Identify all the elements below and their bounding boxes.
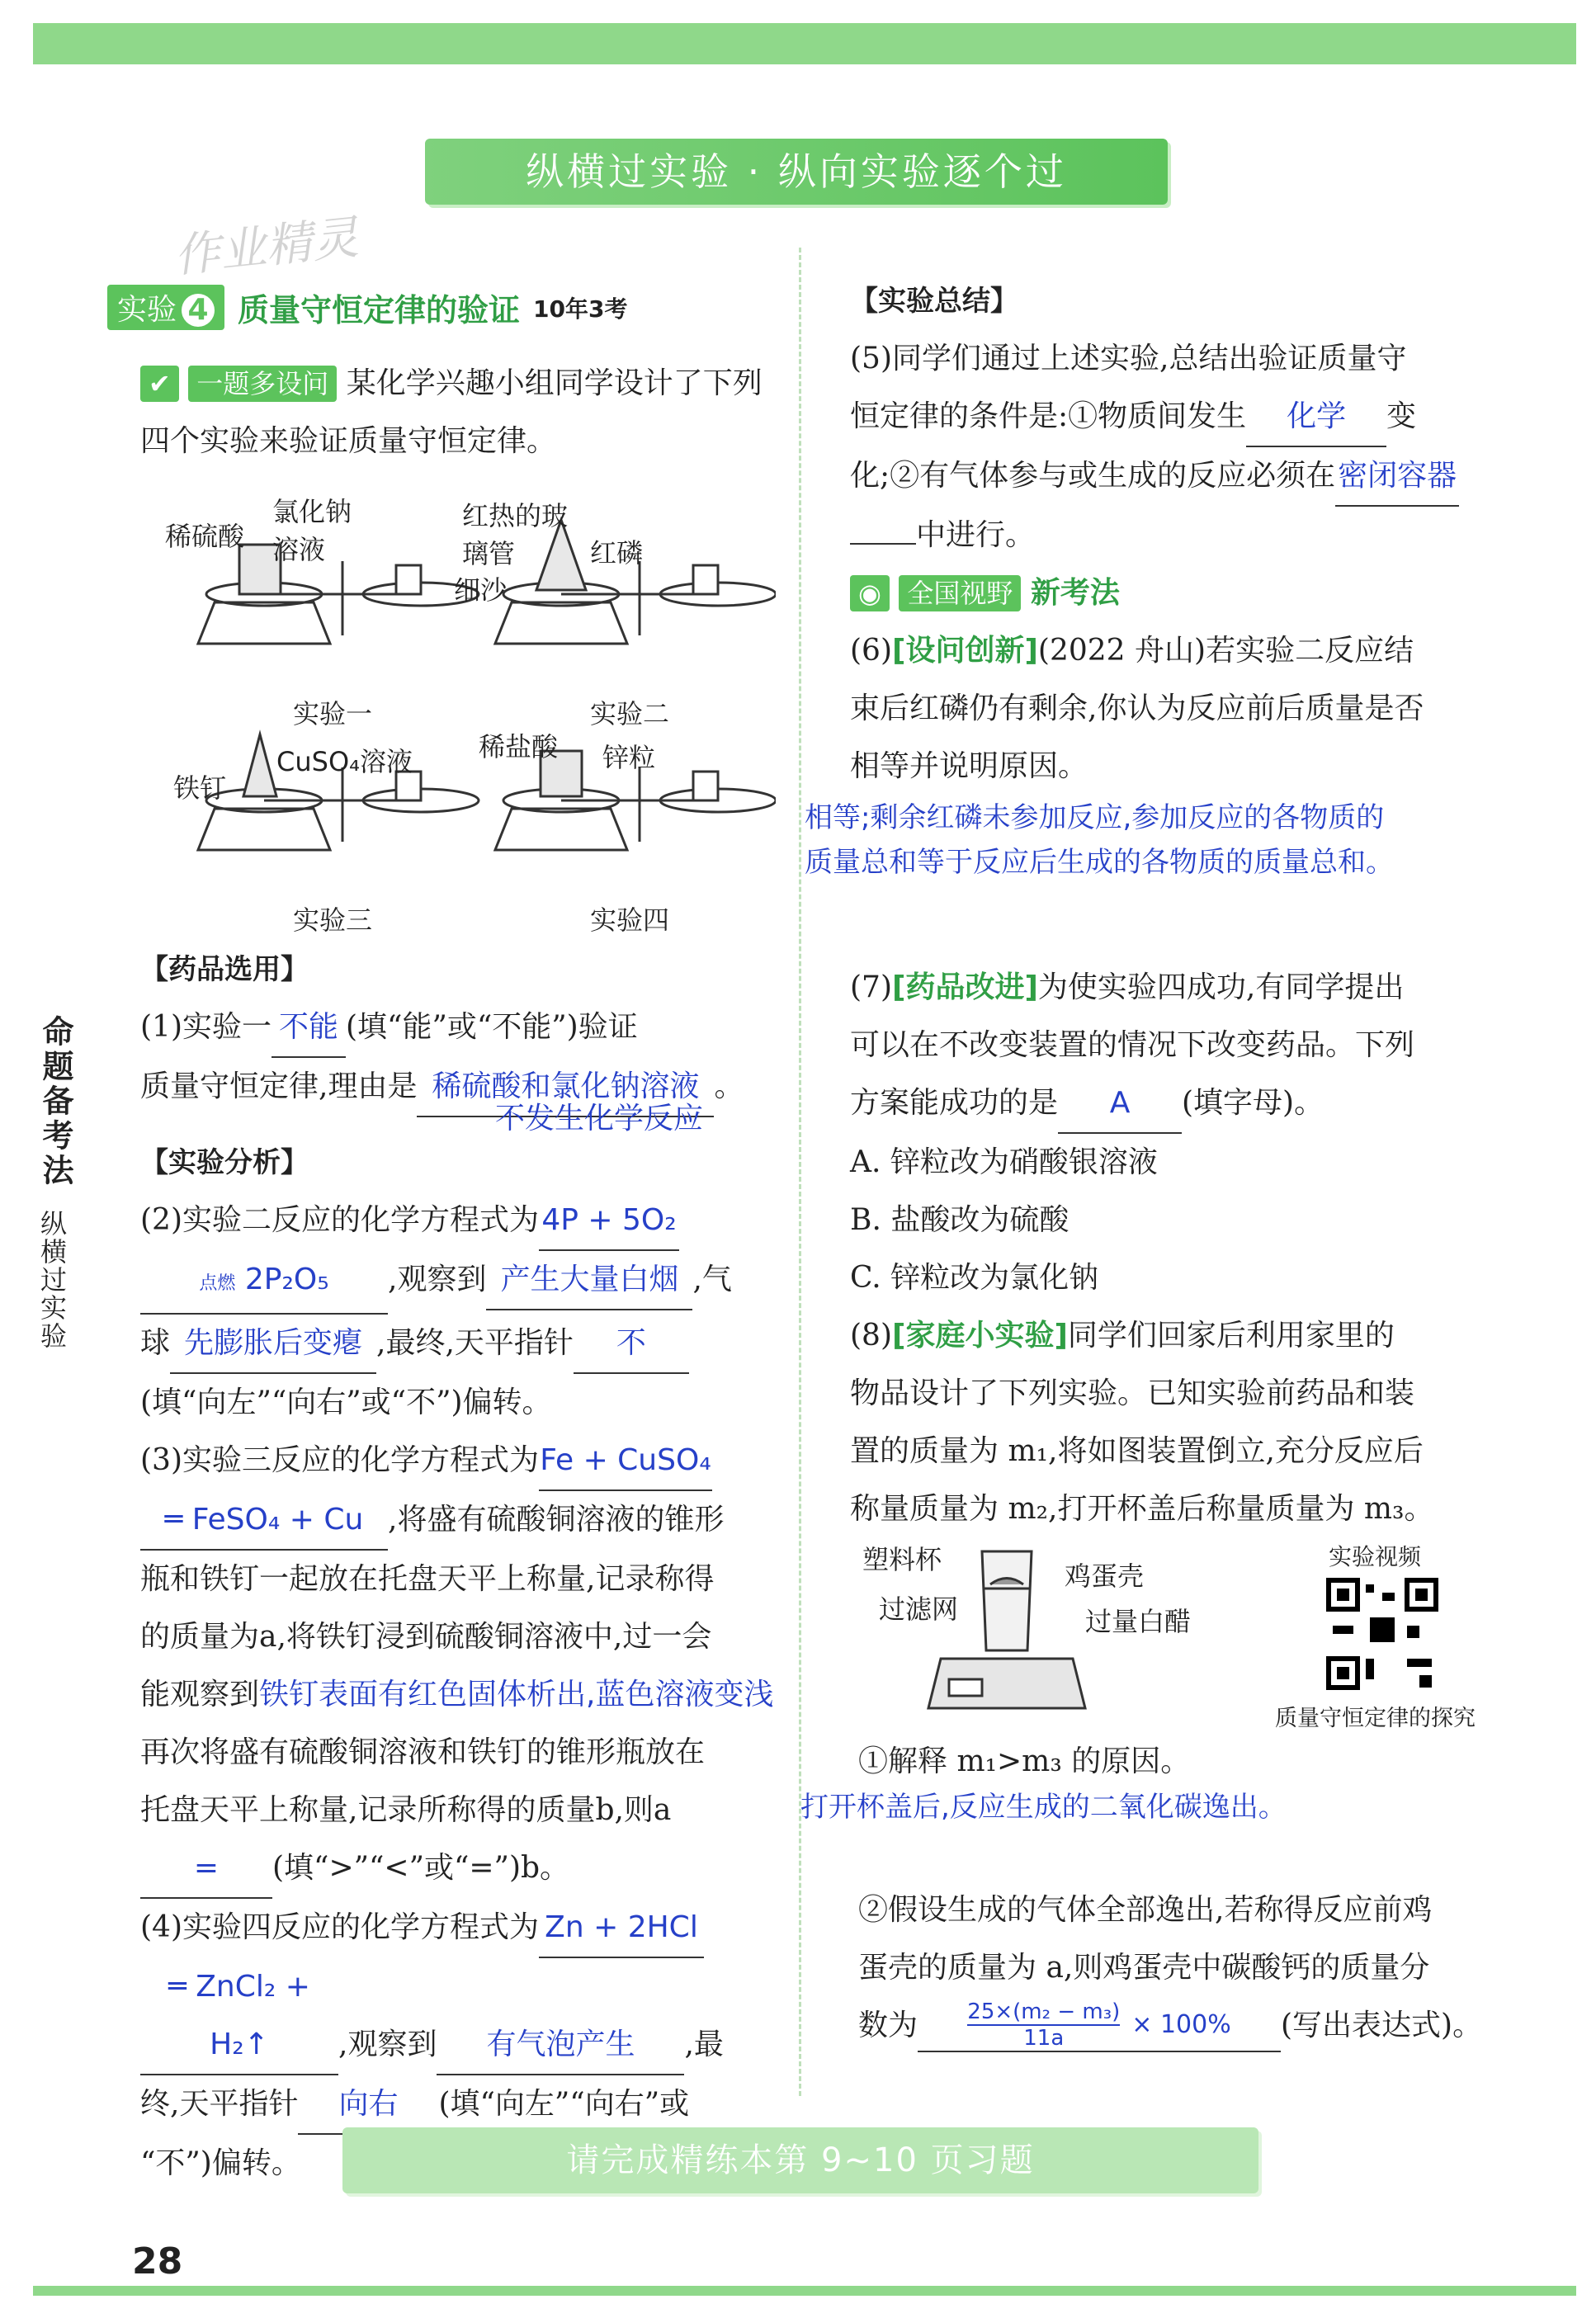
- practice-link-banner[interactable]: [342, 2127, 1258, 2193]
- label-exp4: 实验四: [590, 904, 670, 936]
- q4-line1: (4)实验四反应的化学方程式为 Zn + 2HCl: [140, 1899, 784, 1958]
- q5-line1: (5)同学们通过上述实验,总结出验证质量守: [850, 342, 1407, 375]
- label-iron-nail: 铁钉: [173, 772, 227, 804]
- side-tab-title: 命题备考法: [37, 1015, 73, 1188]
- top-color-bar: [33, 23, 1576, 64]
- new-method-label: 新考法: [1030, 576, 1120, 610]
- bottom-color-bar: [33, 2286, 1576, 2296]
- q2-line3: 球 先膨胀后变瘪 ,最终,天平指针 不: [140, 1315, 784, 1374]
- q5-answer1: 化学: [1246, 388, 1386, 447]
- q8-2-line1: ②假设生成的气体全部逸出,若称得反应前鸡: [858, 1893, 1433, 1927]
- left-column-questions: [140, 941, 784, 2193]
- q3-compare: =: [140, 1839, 272, 1899]
- practice-link-text: 请完成精练本第 9~10 页习题: [566, 2141, 1035, 2179]
- q8-line4: 称量质量为 m₂,打开杯盖后称量质量为 m₃。: [850, 1492, 1434, 1526]
- q4-pointer: 向右: [298, 2075, 438, 2135]
- q6-tag: [设问创新]: [892, 634, 1038, 668]
- q8-1-text: ①解释 m₁>m₃ 的原因。: [858, 1744, 1191, 1778]
- intro-text: 某化学兴趣小组同学设计了下列四个实验来验证质量守恒定律。: [140, 366, 763, 458]
- label-plastic-cup: 塑料杯: [862, 1544, 942, 1575]
- experiment-badge: 实验 4: [107, 285, 224, 330]
- q1-reason-answer: 稀硫酸和氯化钠溶液: [417, 1058, 714, 1117]
- q3-line4: 的质量为a,将铁钉浸到硫酸铜溶液中,过一会: [140, 1620, 712, 1654]
- label-filter-net: 过滤网: [879, 1593, 959, 1625]
- q3-line2: ═ FeSO₄ + Cu ,将盛有硫酸铜溶液的锥形: [140, 1491, 784, 1551]
- q2-observation: 产生大量白烟: [486, 1251, 692, 1310]
- q7-option-c: C. 锌粒改为氯化钠: [850, 1261, 1099, 1295]
- q6-answer: 相等;剩余红磷未参加反应,参加反应的各物质的 质量总和等于反应后生成的各物质的质量总和。: [805, 801, 1394, 879]
- qr-code[interactable]: [1324, 1576, 1440, 1692]
- section-drug-selection: 【药品选用】: [140, 953, 309, 986]
- experiment-number: 4: [182, 294, 215, 327]
- q4-observation: 有气泡产生: [437, 2016, 684, 2075]
- label-eggshell: 鸡蛋壳: [1065, 1560, 1145, 1592]
- label-white-vinegar: 过量白醋: [1085, 1606, 1192, 1637]
- q1-answer: 不能: [272, 998, 346, 1058]
- q6-line2: 束后红磷仍有剩余,你认为反应前后质量是否: [850, 692, 1424, 725]
- q8-tag: [家庭小实验]: [892, 1319, 1068, 1353]
- q8-1-answer: 打开杯盖后,反应生成的二氧化碳逸出。: [800, 1791, 1287, 1824]
- label-hot-glass-tube: 红热的玻璃管: [462, 500, 569, 569]
- label-cuso4-solution: CuSO₄溶液: [276, 746, 413, 777]
- q8-line3: 置的质量为 m₁,将如图装置倒立,充分反应后: [850, 1434, 1424, 1468]
- section-experiment-analysis: 【实验分析】: [140, 1146, 309, 1179]
- q2-line4: (填“向左”“向右”或“不”)偏转。: [140, 1386, 552, 1419]
- experiment-count: 10年3考: [533, 295, 628, 323]
- qr-caption-bottom: 质量守恒定律的探究: [1275, 1706, 1476, 1731]
- q2-balloon: 先膨胀后变瘪: [170, 1315, 376, 1374]
- q2-line2: 点燃 2P₂O₅ ,观察到 产生大量白烟 ,气: [140, 1251, 784, 1315]
- intro-paragraph: [140, 355, 776, 470]
- q7-answer: A: [1058, 1074, 1182, 1134]
- label-zinc: 锌粒: [602, 742, 656, 773]
- q3-equation-right: ═ FeSO₄ + Cu: [140, 1491, 388, 1551]
- qr-caption-top: 实验视频: [1329, 1543, 1422, 1570]
- q7-line2: 可以在不改变装置的情况下改变药品。下列: [850, 1028, 1415, 1062]
- q4-equation-right: ═ ZnCl₂ + H₂↑: [140, 1958, 338, 2075]
- label-exp1: 实验一: [293, 698, 373, 729]
- q3-equation-left: Fe + CuSO₄: [539, 1432, 712, 1491]
- q2-equation-left: 4P + 5O₂: [539, 1192, 679, 1251]
- multi-question-tag: 一题多设问: [188, 366, 337, 402]
- q7-option-b: B. 盐酸改为硫酸: [850, 1203, 1070, 1237]
- q3-line6: 再次将盛有硫酸铜溶液和铁钉的锥形瓶放在: [140, 1735, 706, 1769]
- label-exp2: 实验二: [590, 698, 670, 729]
- experiment-title: 质量守恒定律的验证: [238, 292, 521, 328]
- check-icon: ✔: [140, 366, 179, 402]
- q1-line2: 质量守恒定律,理由是 稀硫酸和氯化钠溶液 。: [140, 1058, 784, 1117]
- label-sulfuric-acid: 稀硫酸: [165, 521, 245, 552]
- q7-option-a: A. 锌粒改为硝酸银溶液: [850, 1145, 1158, 1179]
- q8-line2: 物品设计了下列实验。已知实验前药品和装: [850, 1376, 1415, 1410]
- label-exp3: 实验三: [293, 904, 373, 936]
- national-view-tag: 全国视野: [899, 575, 1021, 611]
- q3-line5: 能观察到铁钉表面有红色固体析出,蓝色溶液变浅: [140, 1678, 774, 1711]
- q2-equation-right: 点燃 2P₂O₅: [140, 1251, 388, 1315]
- q3-line7: 托盘天平上称量,记录所称得的质量b,则a: [140, 1793, 672, 1827]
- section-banner: [425, 139, 1168, 205]
- q3-line1: (3)实验三反应的化学方程式为Fe + CuSO₄: [140, 1432, 784, 1491]
- q6-line1: (6)[设问创新](2022 舟山)若实验二反应结: [850, 634, 1414, 668]
- q7-line3: 方案能成功的是 A (填字母)。: [850, 1074, 1535, 1134]
- q5-line3: 化;②有气体参与或生成的反应必须在密闭容器: [850, 447, 1535, 507]
- label-red-phosphorus: 红磷: [590, 537, 644, 569]
- q5-line2: 恒定律的条件是:①物质间发生 化学 变: [850, 388, 1535, 447]
- q1-line1: (1)实验一 不能 (填“能”或“不能”)验证: [140, 998, 784, 1058]
- q3-observation: 铁钉表面有红色固体析出,蓝色溶液变浅: [259, 1678, 774, 1711]
- q8-subquestions: [800, 1733, 1543, 2055]
- q4-line4: “不”)偏转。: [140, 2146, 301, 2180]
- q1-reason-answer-cont: 不发生化学反应: [495, 1102, 704, 1135]
- q7-tag: [药品改进]: [892, 970, 1038, 1004]
- national-view-row: [850, 564, 1535, 622]
- q7-line1: (7)[药品改进]为使实验四成功,有同学提出: [850, 970, 1405, 1004]
- q5-answer2: 密闭容器: [1335, 447, 1459, 507]
- q5-line4: 中进行。: [850, 507, 1535, 564]
- eye-icon: ◉: [850, 575, 890, 611]
- experiment-header: [107, 285, 627, 330]
- q4-line3: 终,天平指针 向右 (填“向左”“向右”或: [140, 2075, 784, 2135]
- q3-line3: 瓶和铁钉一起放在托盘天平上称量,记录称得: [140, 1562, 715, 1596]
- page-number: 28: [132, 2240, 183, 2283]
- q8-2-line3: 数为 $\frac{\text{25×(m₂ − m₃)}}{11a}$ × 100% (写出表达式)。: [858, 1999, 1483, 2051]
- q4-line2: ═ ZnCl₂ + H₂↑ ,观察到 有气泡产生 ,最: [140, 1958, 784, 2075]
- side-tab: [33, 1015, 83, 1350]
- label-fine-sand: 细沙: [454, 574, 508, 606]
- q3-line8: = (填“>”“<”或“=”)b。: [140, 1839, 784, 1899]
- q8-2-line2: 蛋壳的质量为 a,则鸡蛋壳中碳酸钙的质量分: [858, 1951, 1430, 1985]
- q6-line3: 相等并说明原因。: [850, 749, 1088, 783]
- q2-pointer: 不: [574, 1315, 689, 1374]
- q2-line1: (2)实验二反应的化学方程式为4P + 5O₂: [140, 1192, 784, 1251]
- watermark: 作业精灵: [171, 210, 361, 284]
- label-hydrochloric-acid: 稀盐酸: [479, 731, 559, 762]
- q8-line1: (8)[家庭小实验]同学们回家后利用家里的: [850, 1319, 1395, 1353]
- label-nacl-solution: 氯化钠溶液: [272, 496, 352, 565]
- section-banner-title: 纵横过实验 · 纵向实验逐个过: [526, 149, 1067, 194]
- q8-2-answer: $\frac{\text{25×(m₂ − m₃)}}{11a}$ × 100%: [918, 1999, 1281, 2052]
- right-column-questions: [805, 272, 1535, 1538]
- side-tab-subtitle: 纵横过实验: [36, 1210, 68, 1350]
- q4-equation-left: Zn + 2HCl: [539, 1899, 704, 1958]
- section-summary: 【实验总结】: [850, 285, 1018, 318]
